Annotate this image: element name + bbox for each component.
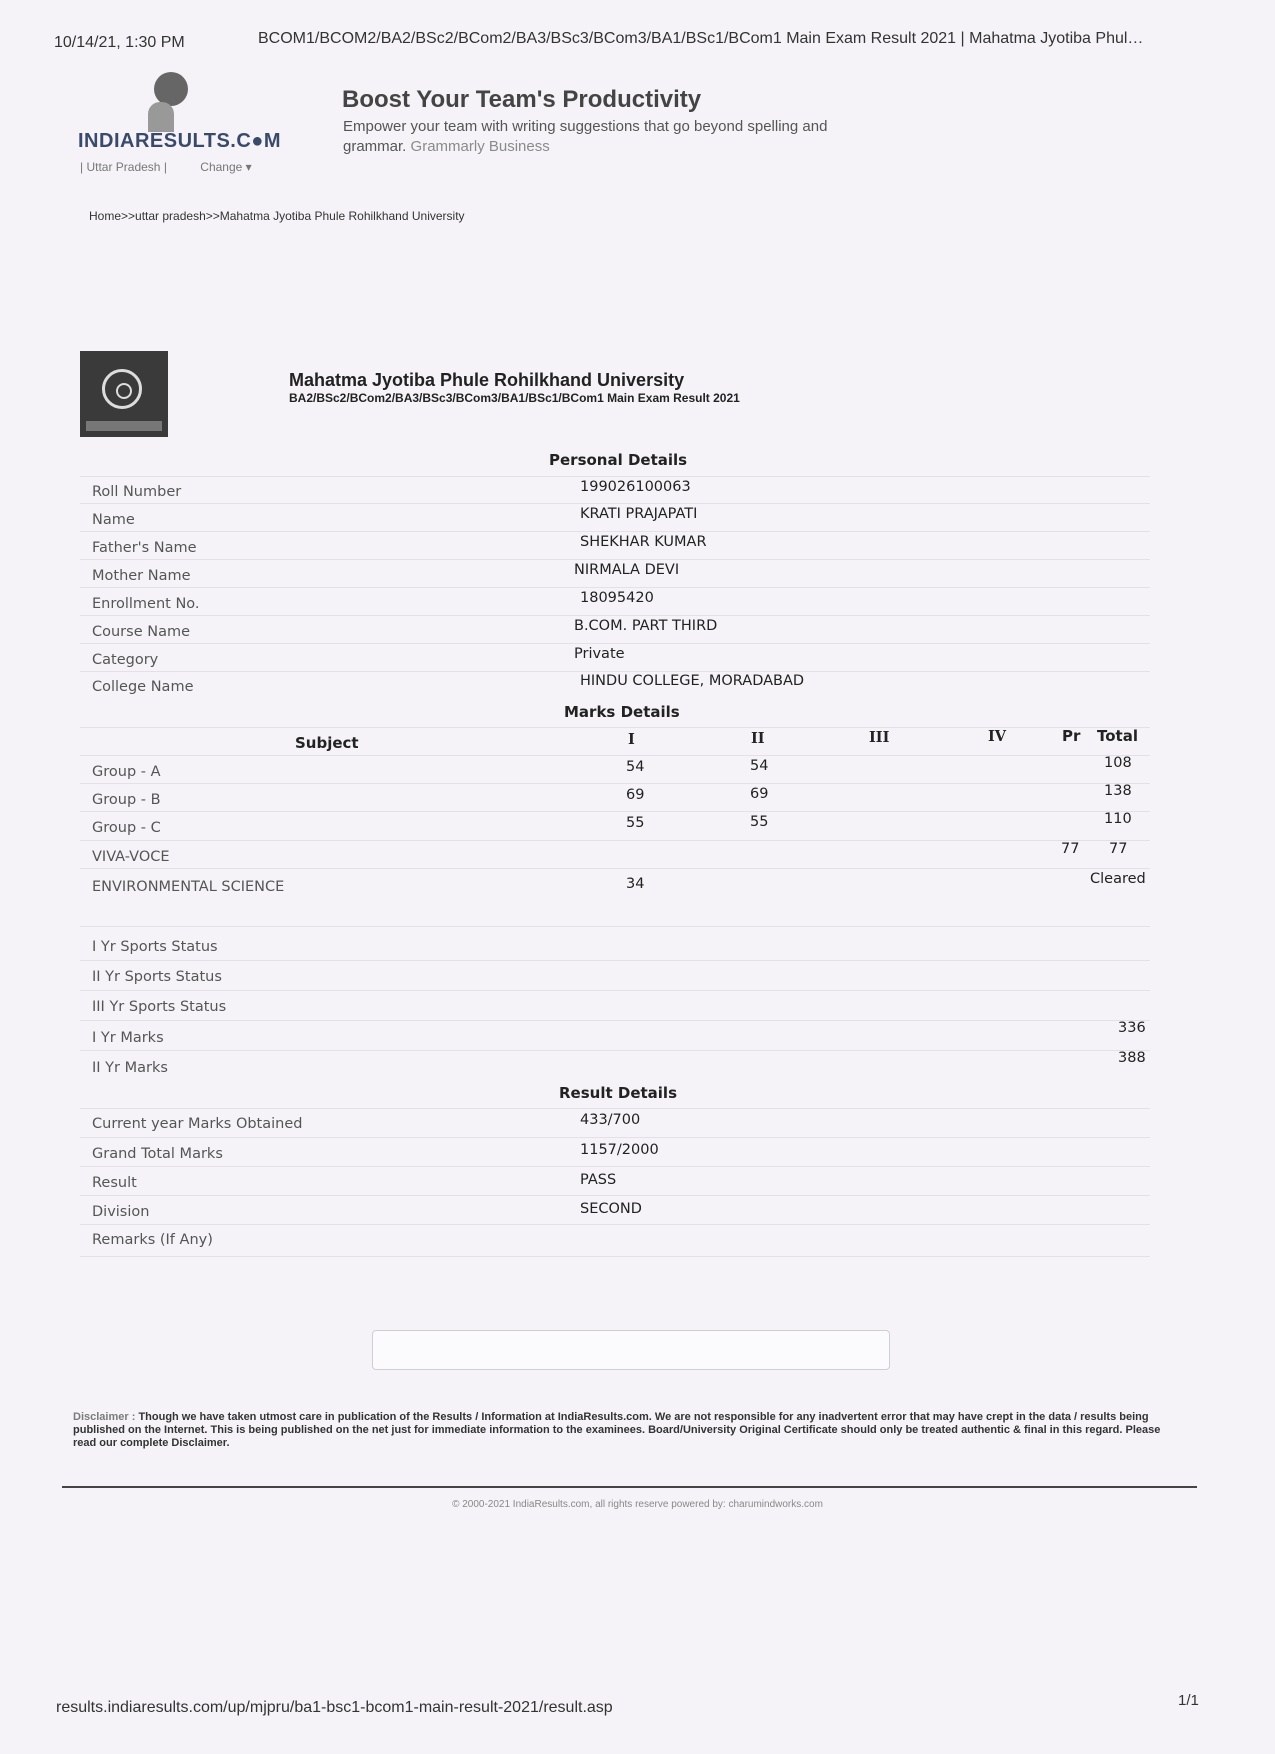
value-category: Private bbox=[574, 646, 625, 662]
col-head-subject: Subject bbox=[295, 734, 359, 752]
value-grand-total-marks: 1157/2000 bbox=[580, 1142, 659, 1158]
mark-viva-voce-pr: 77 bbox=[1061, 841, 1080, 857]
wheel-icon bbox=[102, 369, 142, 409]
value-current-year-marks: 433/700 bbox=[580, 1112, 641, 1128]
mark-viva-voce-total: 77 bbox=[1109, 841, 1128, 857]
col-head-iv: IV bbox=[988, 728, 1007, 745]
value-mother-name: NIRMALA DEVI bbox=[574, 562, 680, 578]
mark-group-a-total: 108 bbox=[1104, 755, 1132, 771]
label-grand-total-marks: Grand Total Marks bbox=[92, 1146, 223, 1162]
mark-group-b-total: 138 bbox=[1104, 783, 1132, 799]
print-page-number: 1/1 bbox=[1178, 1692, 1199, 1709]
col-head-pr: Pr bbox=[1062, 727, 1081, 745]
value-ii-yr-marks: 388 bbox=[1118, 1050, 1146, 1066]
footer-divider bbox=[62, 1486, 1197, 1488]
search-input[interactable] bbox=[372, 1330, 890, 1370]
exam-name: BA2/BSc2/BCom2/BA3/BSc3/BCom3/BA1/BSc1/BCom1 Main Exam Result 2021 bbox=[289, 391, 740, 405]
subject-group-b: Group - B bbox=[92, 792, 161, 808]
mark-group-c-i: 55 bbox=[626, 815, 645, 831]
logo-text: INDIARESULTS.C●M bbox=[78, 130, 282, 152]
value-enrollment-no: 18095420 bbox=[580, 590, 654, 606]
value-fathers-name: SHEKHAR KUMAR bbox=[580, 534, 707, 550]
mark-env-science-i: 34 bbox=[626, 876, 645, 892]
label-i-yr-sports-status: I Yr Sports Status bbox=[92, 939, 218, 955]
label-current-year-marks: Current year Marks Obtained bbox=[92, 1116, 303, 1132]
marks-details-heading: Marks Details bbox=[564, 703, 680, 721]
label-iii-yr-sports-status: III Yr Sports Status bbox=[92, 999, 227, 1015]
value-result: PASS bbox=[580, 1172, 617, 1188]
university-name: Mahatma Jyotiba Phule Rohilkhand University bbox=[289, 370, 685, 390]
label-category: Category bbox=[92, 652, 159, 668]
subject-environmental-science: ENVIRONMENTAL SCIENCE bbox=[92, 879, 285, 895]
label-result: Result bbox=[92, 1175, 137, 1191]
result-details-heading: Result Details bbox=[559, 1084, 677, 1102]
value-name: KRATI PRAJAPATI bbox=[580, 506, 698, 522]
mark-group-a-i: 54 bbox=[626, 759, 645, 775]
site-logo[interactable] bbox=[78, 68, 282, 178]
col-head-total: Total bbox=[1097, 727, 1138, 745]
label-course-name: Course Name bbox=[92, 624, 191, 640]
copyright: © 2000-2021 IndiaResults.com, all rights reserve powered by: charumindworks.com bbox=[452, 1499, 823, 1510]
mark-env-science-total: Cleared bbox=[1090, 871, 1146, 887]
value-course-name: B.COM. PART THIRD bbox=[574, 618, 718, 634]
subject-viva-voce: VIVA-VOCE bbox=[92, 849, 170, 865]
university-seal bbox=[80, 351, 168, 437]
print-page-title: BCOM1/BCOM2/BA2/BSc2/BCom2/BA3/BSc3/BCom3/BA1/BSc1/BCom1 Main Exam Result 2021 | Mahatma Jyotiba Phul… bbox=[258, 30, 1144, 47]
col-head-i: I bbox=[628, 731, 635, 748]
label-remarks: Remarks (If Any) bbox=[92, 1232, 213, 1248]
ad-body: Empower your team with writing suggestions that go beyond spelling and grammar. bbox=[343, 118, 828, 155]
value-i-yr-marks: 336 bbox=[1118, 1020, 1146, 1036]
value-roll-number: 199026100063 bbox=[580, 479, 691, 495]
person-icon bbox=[154, 72, 188, 106]
label-roll-number: Roll Number bbox=[92, 484, 182, 500]
mark-group-c-ii: 55 bbox=[750, 814, 769, 830]
ad-title[interactable]: Boost Your Team's Productivity bbox=[342, 86, 702, 113]
label-college-name: College Name bbox=[92, 679, 194, 695]
label-division: Division bbox=[92, 1204, 150, 1220]
label-name: Name bbox=[92, 512, 135, 528]
label-i-yr-marks: I Yr Marks bbox=[92, 1030, 164, 1046]
change-state-link[interactable]: Change ▾ bbox=[200, 160, 252, 174]
disclaimer-lead: Disclaimer : bbox=[73, 1411, 136, 1423]
mark-group-b-i: 69 bbox=[626, 787, 645, 803]
ad-text[interactable] bbox=[343, 117, 863, 157]
value-division: SECOND bbox=[580, 1201, 642, 1217]
disclaimer-text[interactable]: Though we have taken utmost care in publication of the Results / Information at IndiaResults.com. We are not responsible for any inadvertent error that may have crept in the data / results being published on the Internet. This is being published on the net just for immediate information to the examinees. Board/University Original Certificate should only be treated authentic & final in this regard. Please read our complete Disclaimer. bbox=[73, 1411, 1161, 1449]
label-fathers-name: Father's Name bbox=[92, 540, 197, 556]
ad-brand: Grammarly Business bbox=[410, 138, 550, 155]
subject-group-a: Group - A bbox=[92, 764, 161, 780]
print-datetime: 10/14/21, 1:30 PM bbox=[54, 34, 185, 51]
label-ii-yr-sports-status: II Yr Sports Status bbox=[92, 969, 222, 985]
col-head-ii: II bbox=[751, 730, 765, 747]
mark-group-a-ii: 54 bbox=[750, 758, 769, 774]
mark-group-b-ii: 69 bbox=[750, 786, 769, 802]
print-url: results.indiaresults.com/up/mjpru/ba1-bsc1-bcom1-main-result-2021/result.asp bbox=[56, 1699, 613, 1716]
breadcrumb[interactable]: Home>>uttar pradesh>>Mahatma Jyotiba Phule Rohilkhand University bbox=[89, 209, 465, 223]
subject-group-c: Group - C bbox=[92, 820, 161, 836]
disclaimer bbox=[73, 1411, 1163, 1450]
personal-details-heading: Personal Details bbox=[549, 451, 688, 469]
label-enrollment-no: Enrollment No. bbox=[92, 596, 200, 612]
col-head-iii: III bbox=[869, 729, 890, 746]
label-mother-name: Mother Name bbox=[92, 568, 191, 584]
mark-group-c-total: 110 bbox=[1104, 811, 1132, 827]
state-label: | Uttar Pradesh | bbox=[80, 160, 167, 174]
value-college-name: HINDU COLLEGE, MORADABAD bbox=[580, 673, 805, 689]
label-ii-yr-marks: II Yr Marks bbox=[92, 1060, 168, 1076]
